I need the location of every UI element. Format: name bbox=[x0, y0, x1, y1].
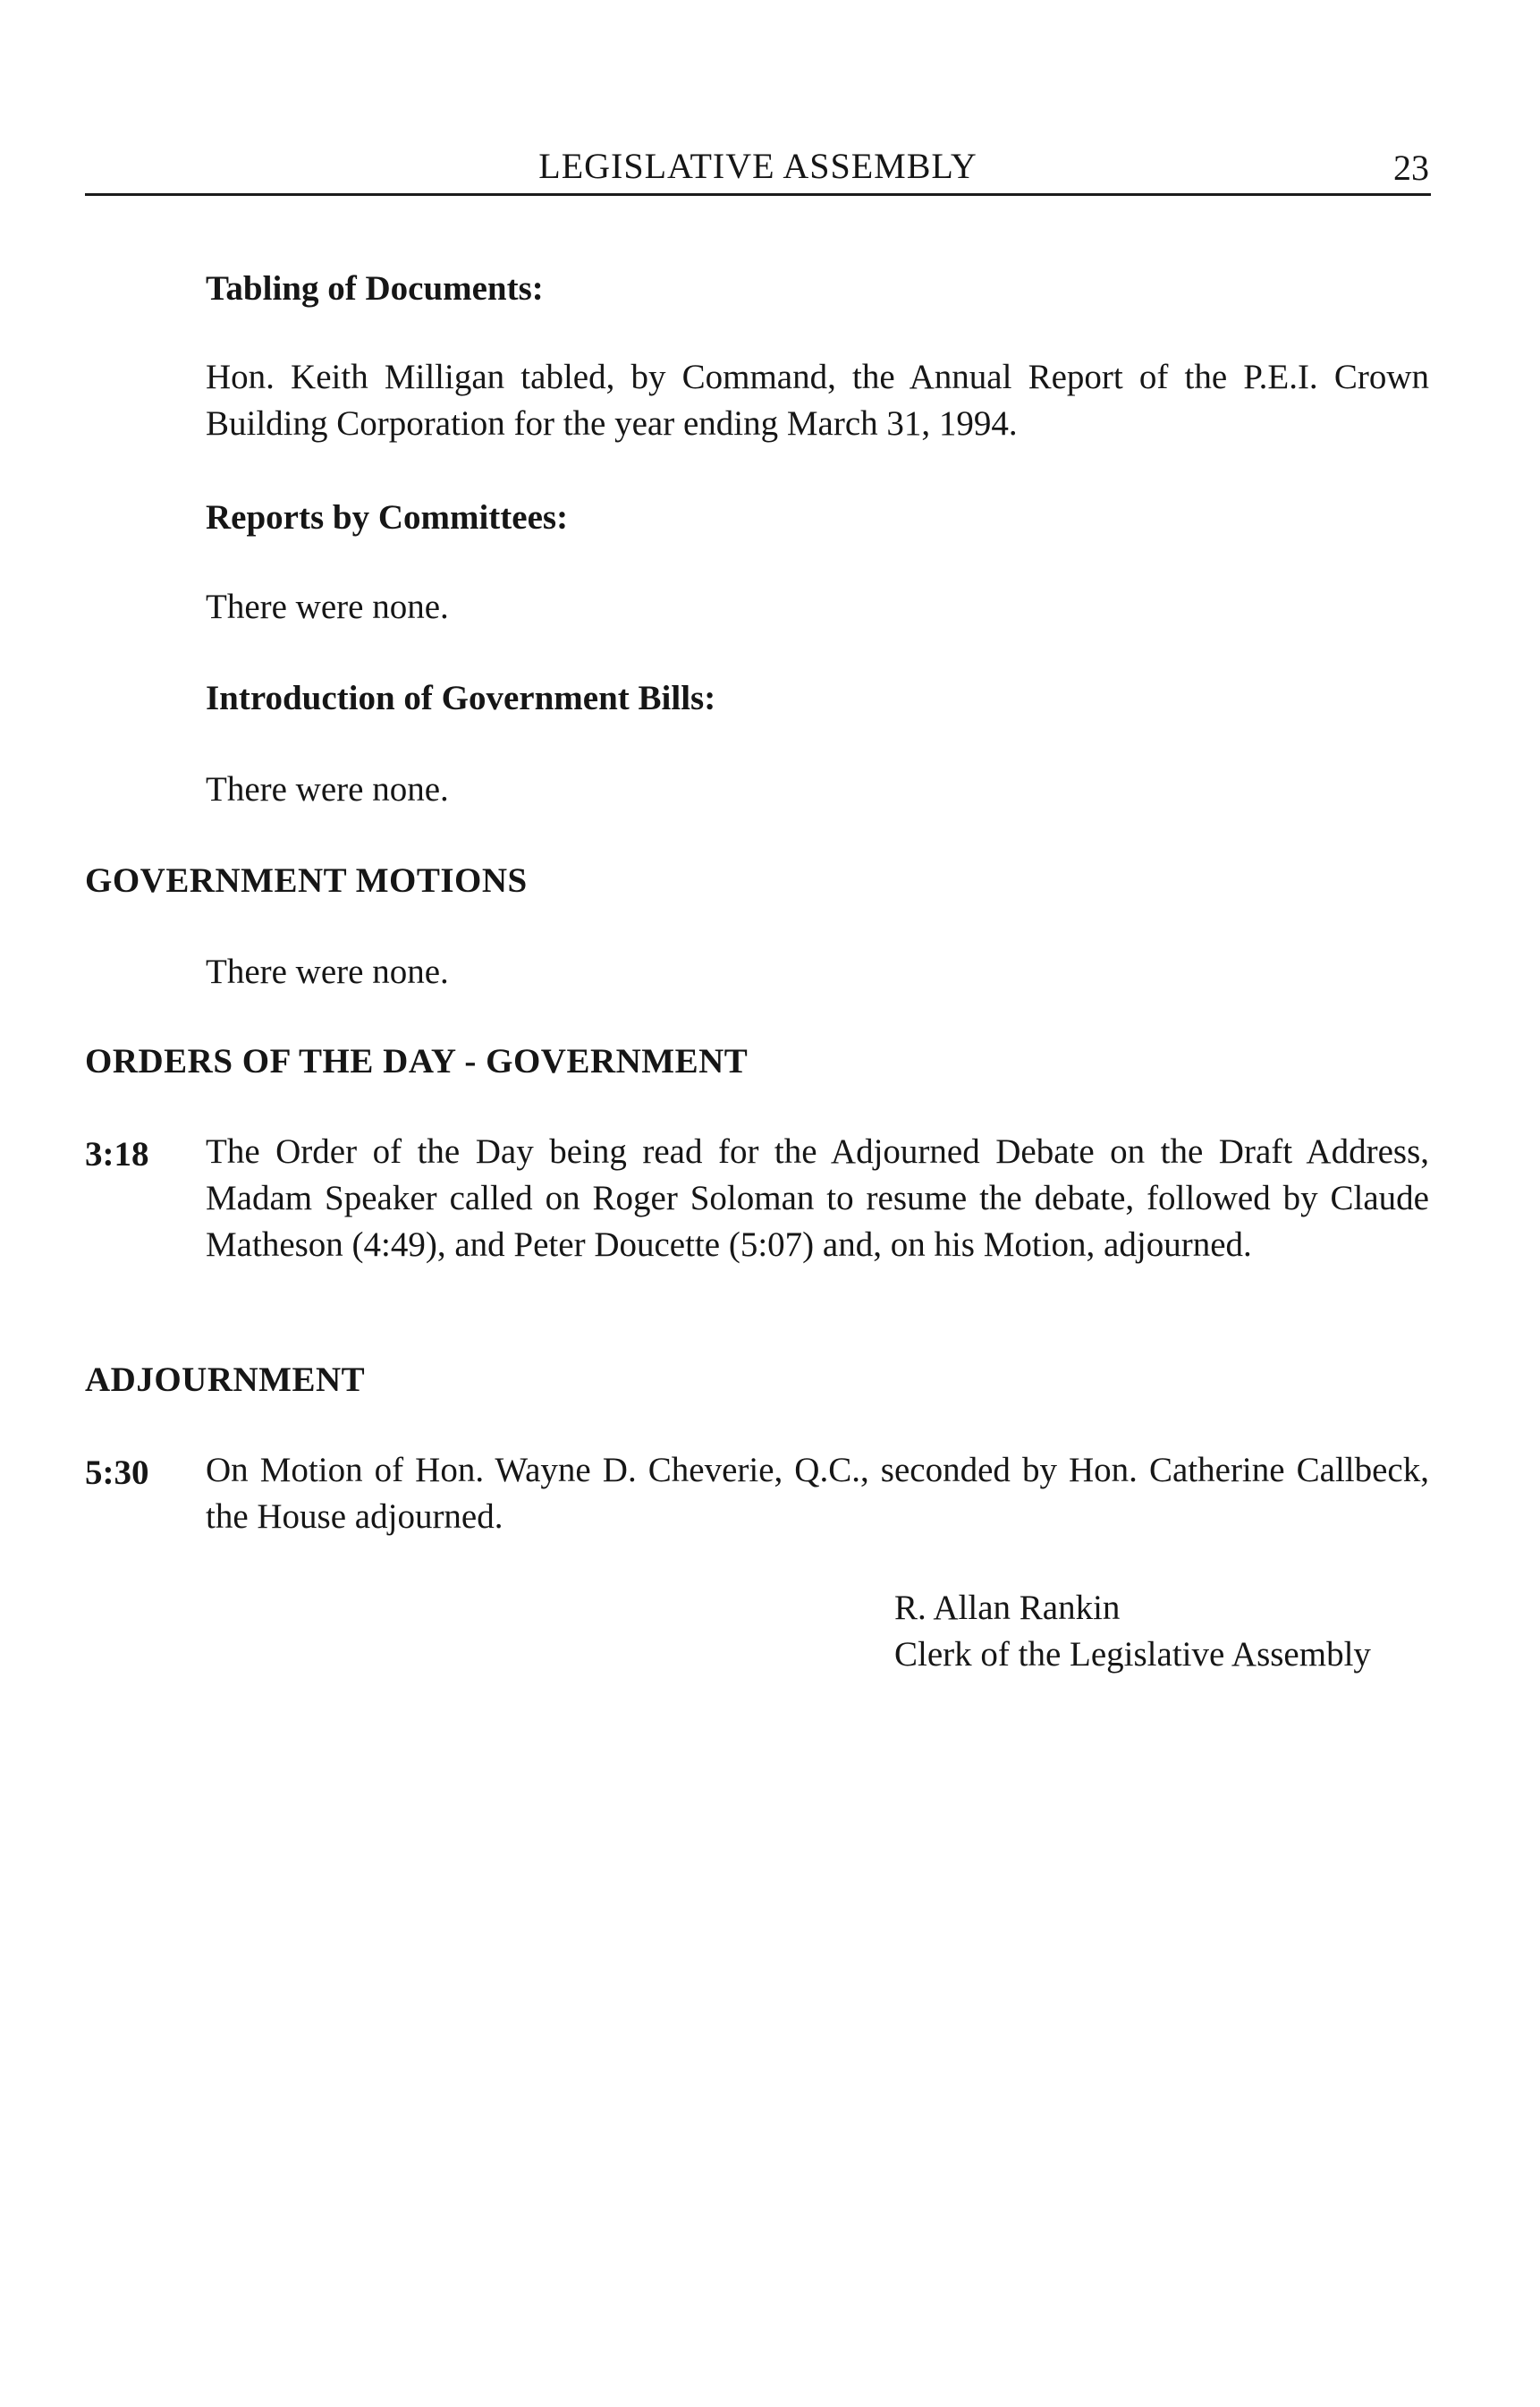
page-number: 23 bbox=[1393, 148, 1429, 188]
committees-heading: Reports by Committees: bbox=[206, 498, 569, 537]
gov-motions-text: There were none. bbox=[206, 953, 449, 991]
adjournment-heading: ADJOURNMENT bbox=[85, 1360, 366, 1399]
signature-name: R. Allan Rankin bbox=[894, 1589, 1121, 1627]
header-title: LEGISLATIVE ASSEMBLY bbox=[538, 146, 977, 186]
orders-text: The Order of the Day being read for the Adjourned Debate on the Draft Address, Madam Speaker called on Roger Soloman to resume the debate, followed by Claude Matheson (4:49), and Peter Doucette (5:07) and, on his Motion, adjourned. bbox=[206, 1132, 1429, 1264]
orders-heading: ORDERS OF THE DAY - GOVERNMENT bbox=[85, 1042, 749, 1081]
signature-block bbox=[894, 1585, 1371, 1678]
gov-bills-heading: Introduction of Government Bills: bbox=[206, 679, 716, 717]
committees-text: There were none. bbox=[206, 588, 449, 626]
tabling-heading: Tabling of Documents: bbox=[206, 269, 544, 308]
adjournment-time: 5:30 bbox=[85, 1454, 149, 1492]
signature-title: Clerk of the Legislative Assembly bbox=[894, 1635, 1371, 1674]
gov-bills-text: There were none. bbox=[206, 770, 449, 809]
adjournment-text: On Motion of Hon. Wayne D. Cheverie, Q.C., seconded by Hon. Catherine Callbeck, the House adjourned. bbox=[206, 1451, 1429, 1536]
gov-motions-heading: GOVERNMENT MOTIONS bbox=[85, 861, 528, 900]
tabling-text: Hon. Keith Milligan tabled, by Command, the Annual Report of the P.E.I. Crown Building Corporation for the year ending March 31, 1994. bbox=[206, 358, 1429, 443]
orders-time: 3:18 bbox=[85, 1135, 149, 1174]
page-header bbox=[85, 141, 1431, 196]
